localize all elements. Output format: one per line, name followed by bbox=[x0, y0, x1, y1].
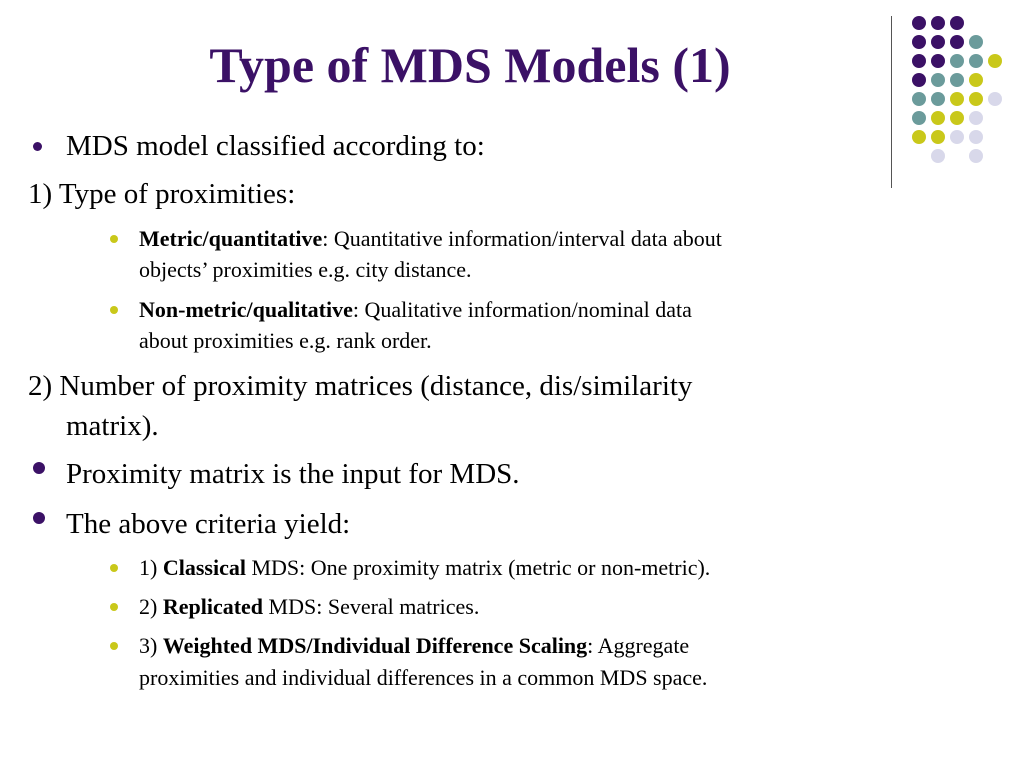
weighted-item bbox=[139, 632, 689, 659]
decor-dot bbox=[950, 73, 964, 87]
decorative-dot-grid bbox=[0, 0, 1024, 200]
sub-bullet-icon bbox=[110, 603, 118, 611]
weighted-desc: : Aggregate bbox=[587, 633, 690, 658]
decor-dot bbox=[931, 149, 945, 163]
decor-dot bbox=[969, 111, 983, 125]
nonmetric-term: Non-metric/qualitative bbox=[139, 297, 353, 322]
intro-text: MDS model classified according to: bbox=[66, 130, 485, 162]
decor-dot bbox=[950, 35, 964, 49]
decor-dot bbox=[969, 149, 983, 163]
weighted-prefix: 3) bbox=[139, 633, 163, 658]
replicated-desc: MDS: Several matrices. bbox=[263, 594, 480, 619]
decor-dot bbox=[950, 16, 964, 30]
replicated-term: Replicated bbox=[162, 594, 264, 619]
decor-dot bbox=[969, 73, 983, 87]
metric-desc-cont: objects’ proximities e.g. city distance. bbox=[139, 257, 472, 282]
decor-dot bbox=[969, 130, 983, 144]
decor-dot bbox=[931, 54, 945, 68]
replicated-prefix: 2) bbox=[139, 594, 163, 619]
decor-dot bbox=[931, 35, 945, 49]
classical-item bbox=[139, 554, 710, 581]
metric-item bbox=[139, 225, 722, 252]
decor-dot bbox=[931, 73, 945, 87]
decor-dot bbox=[950, 54, 964, 68]
decor-dot bbox=[969, 92, 983, 106]
nonmetric-desc: : Qualitative information/nominal data bbox=[352, 297, 692, 322]
decor-dot bbox=[950, 111, 964, 125]
nonmetric-desc-cont: about proximities e.g. rank order. bbox=[139, 328, 432, 353]
decor-dot bbox=[969, 35, 983, 49]
decor-dot bbox=[931, 16, 945, 30]
sub-bullet-icon bbox=[110, 306, 118, 314]
decor-dot bbox=[912, 92, 926, 106]
decor-dot bbox=[912, 16, 926, 30]
decor-dot bbox=[988, 54, 1002, 68]
classical-desc: MDS: One proximity matrix (metric or non-metric). bbox=[245, 555, 711, 580]
criterion-1: 1) Type of proximities: bbox=[28, 178, 296, 210]
decor-dot bbox=[912, 35, 926, 49]
replicated-item bbox=[139, 593, 479, 620]
weighted-desc-cont: proximities and individual differences in a common MDS space. bbox=[139, 665, 708, 690]
sub-bullet-icon bbox=[110, 642, 118, 650]
sub-bullet-icon bbox=[110, 564, 118, 572]
criteria-yield-text: The above criteria yield: bbox=[66, 508, 351, 540]
nonmetric-item bbox=[139, 296, 692, 323]
decor-dot bbox=[950, 92, 964, 106]
classical-prefix: 1) bbox=[139, 555, 163, 580]
decor-dot bbox=[931, 130, 945, 144]
decor-dot bbox=[912, 111, 926, 125]
decor-dot bbox=[931, 92, 945, 106]
sub-bullet-icon bbox=[110, 235, 118, 243]
bullet-icon bbox=[33, 462, 45, 474]
decor-dot bbox=[912, 54, 926, 68]
metric-desc: : Quantitative information/interval data about bbox=[322, 226, 722, 251]
decor-dot bbox=[988, 92, 1002, 106]
criterion-2: 2) Number of proximity matrices (distance, dis/similarity bbox=[28, 370, 693, 402]
decor-dot bbox=[950, 130, 964, 144]
proximity-input-text: Proximity matrix is the input for MDS. bbox=[66, 458, 520, 490]
classical-term: Classical bbox=[162, 555, 246, 580]
bullet-icon bbox=[33, 512, 45, 524]
decor-dot bbox=[912, 130, 926, 144]
decor-dot bbox=[969, 54, 983, 68]
decor-dot bbox=[912, 73, 926, 87]
bullet-icon bbox=[33, 142, 42, 151]
weighted-term: Weighted MDS/Individual Difference Scaling bbox=[162, 633, 588, 658]
slide-title: Type of MDS Models (1) bbox=[209, 37, 731, 93]
criterion-2-cont: matrix). bbox=[66, 410, 159, 442]
decor-dot bbox=[931, 111, 945, 125]
metric-term: Metric/quantitative bbox=[139, 226, 323, 251]
